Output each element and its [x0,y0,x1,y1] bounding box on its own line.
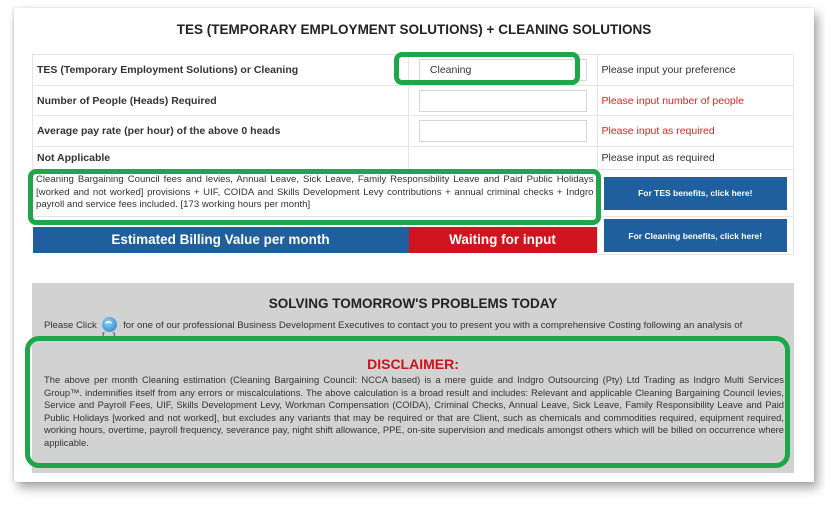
disclaimer-text: The above per month Cleaning estimation (Cleaning Bargaining Council: NCCA based) is a mere guide and Indgro Outsourcing (Pty) Ltd Trading as Indgro Multi Services Group™. indemnifies itself from any errors or miscalculations. The above calculation is a broad result and includes: Relevant and applicable Cleaning Bargaining Council levies, Service and Payroll Fees, UIF, Skills Development Levy, Workman Compensation (COIDA), Criminal Checks, Annual Leave, Sick Leave, Family Responsibility Leave and Paid Public Holidays [worked and not worked], but excludes any variants that may be required or that are Client, such as chemicals and commodities required, equipment required, working hours, overtime, payroll frequency, severance pay, night shift allowance, PPE, on-site supervision and medicals amongst others which will be billed on occurrence where applicable. [44,374,784,448]
pay-rate-label: Average pay rate (per hour) of the above 0 heads [33,116,409,147]
pay-rate-hint: Please input as required [597,116,794,147]
form-row-not-applicable [33,147,794,170]
billing-value-label: Estimated Billing Value per month [33,227,409,253]
preference-input[interactable]: Cleaning [419,59,587,81]
form-row-preference [33,55,794,86]
calculator-form [32,54,794,255]
people-hint: Please input number of people [597,86,794,116]
contact-line [44,317,784,333]
preference-hint: Please input your preference [597,55,794,86]
inclusions-description: Cleaning Bargaining Council fees and levies, Annual Leave, Sick Leave, Family Responsibility Leave and Paid Public Holidays [worked and not worked] provisions + UIF, COIDA and Skills Development Levy contributions + annual criminal checks + Indgro payroll and service fees included. [173 working hours per month] [33,170,598,217]
not-applicable-cell [409,147,597,170]
billing-status: Waiting for input [409,227,597,253]
contact-tail: [...] [102,331,116,342]
form-row-pay-rate [33,116,794,147]
form-row-billing [33,217,794,255]
people-label: Number of People (Heads) Required [33,86,409,116]
contact-prefix: Please Click [44,320,97,331]
form-row-people [33,86,794,116]
calculator-frame [14,8,814,482]
info-panel [32,283,794,473]
tes-benefits-button[interactable]: For TES benefits, click here! [604,177,787,210]
not-applicable-label: Not Applicable [33,147,409,170]
people-input[interactable] [419,90,587,112]
page-title: TES (TEMPORARY EMPLOYMENT SOLUTIONS) + CLEANING SOLUTIONS [176,22,652,37]
cleaning-benefits-button[interactable]: For Cleaning benefits, click here! [604,219,787,252]
slogan-heading: SOLVING TOMORROW'S PROBLEMS TODAY [268,296,558,311]
preference-label: TES (Temporary Employment Solutions) or Cleaning [33,55,409,86]
not-applicable-hint: Please input as required [597,147,794,170]
form-row-description [33,170,794,217]
disclaimer-title: DISCLAIMER: [367,356,459,372]
contact-icon[interactable] [102,317,117,332]
contact-suffix: for one of our professional Business Development Executives to contact you to present you with a comprehensive Costing following an analysis of [123,320,743,331]
pay-rate-input[interactable] [419,120,587,142]
